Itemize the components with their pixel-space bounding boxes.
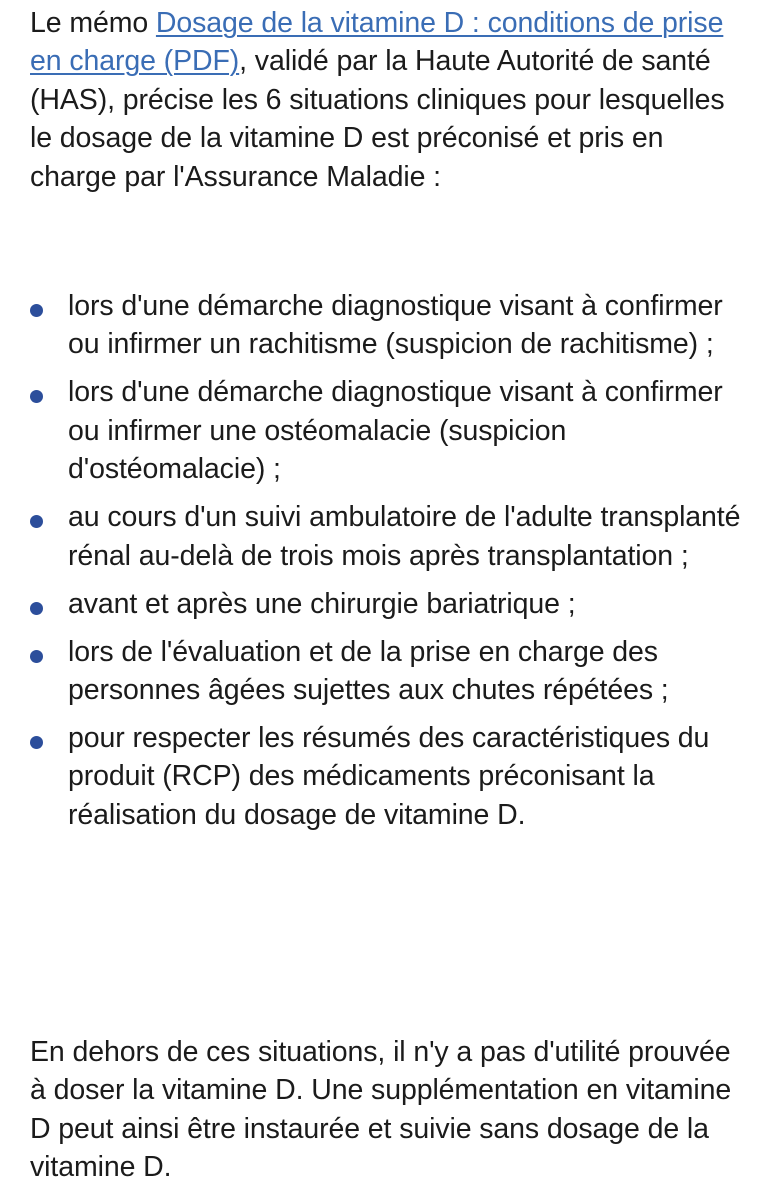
clinical-situations-list — [30, 287, 752, 844]
bullet-icon — [30, 515, 43, 528]
bullet-icon — [30, 390, 43, 403]
bullet-icon — [30, 736, 43, 749]
bullet-icon — [30, 602, 43, 615]
list-item — [30, 719, 752, 834]
intro-prefix: Le mémo — [30, 7, 156, 39]
list-item-text: avant et après une chirurgie bariatrique ; — [68, 587, 576, 620]
bullet-icon — [30, 650, 43, 663]
list-item-text: lors d'une démarche diagnostique visant à confirmer ou infirmer une ostéomalacie (suspicion d'ostéomalacie) ; — [68, 376, 723, 486]
outro-paragraph: En dehors de ces situations, il n'y a pas d'utilité prouvée à doser la vitamine D. Une supplémentation en vitamine D peut ainsi être instaurée et suivie sans dosage de la vitamine D. — [30, 1036, 732, 1184]
list-item — [30, 498, 752, 575]
intro-paragraph — [30, 4, 752, 196]
article-content — [30, 0, 752, 1184]
memo-pdf-link[interactable]: Dosage de la vitamine D : conditions de prise en charge (PDF) — [30, 7, 724, 78]
list-item-text: lors d'une démarche diagnostique visant à confirmer ou infirmer un rachitisme (suspicion de rachitisme) ; — [68, 290, 723, 361]
list-item-text: pour respecter les résumés des caractéristiques du produit (RCP) des médicaments préconisant la réalisation du dosage de vitamine D. — [68, 722, 710, 831]
list-item-text: au cours d'un suivi ambulatoire de l'adulte transplanté rénal au-delà de trois mois après transplantation ; — [68, 501, 741, 572]
list-item — [30, 585, 752, 623]
list-item — [30, 287, 752, 364]
list-item-text: lors de l'évaluation et de la prise en charge des personnes âgées sujettes aux chutes répétées ; — [68, 635, 669, 707]
intro-suffix: , validé par la Haute Autorité de santé (HAS), précise les 6 situations cliniques pour lesquelles le dosage de la vitamine D est préconisé et pris en charge par l'Assurance Maladie : — [30, 45, 725, 193]
list-item — [30, 373, 752, 488]
bullet-icon — [30, 304, 43, 317]
list-item — [30, 633, 752, 710]
